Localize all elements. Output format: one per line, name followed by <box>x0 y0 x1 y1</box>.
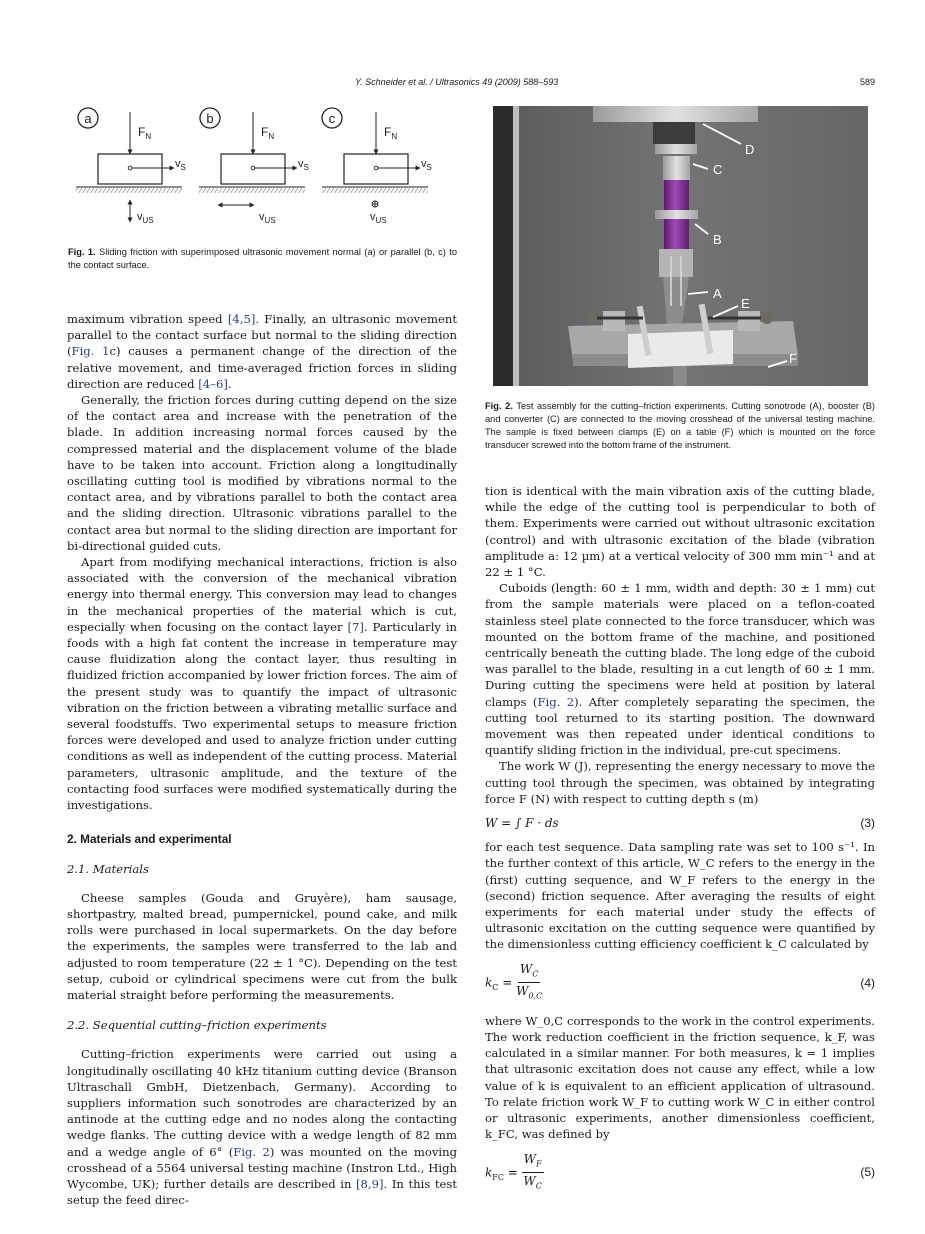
svg-text:vUS: $v_{US}$ <box>259 211 276 225</box>
label-A: A <box>713 286 722 301</box>
subsection-heading: 2.1. Materials <box>67 861 149 876</box>
journal-citation: Y. Schneider et al. / Ultrasonics 49 (2009) 588–593 <box>355 77 559 87</box>
svg-text:vS: $v_S$ <box>298 158 309 172</box>
svg-text:b: b <box>206 111 214 126</box>
figure-1-label: Fig. 1. <box>68 247 96 257</box>
figure-1-panel-b <box>199 108 309 225</box>
fraction: $\frac{W_F}{W_C}$ <box>523 1151 542 1191</box>
paragraph: maximum vibration speed [4,5]. Finally, an ultrasonic movement parallel to the contact surface but normal to the sliding direction (Fig. 1c) causes a permanent change of the direction of the relative movement, and time-averaged friction forces in sliding direction are reduced [4–6]. <box>67 312 457 391</box>
equation-4 <box>485 961 875 1005</box>
figure-1-caption-text: Sliding friction with superimposed ultrasonic movement normal (a) or parallel (b, c) to the contact surface. <box>68 247 457 270</box>
paragraph: The work W (J), representing the energy necessary to move the cutting tool through the specimen, was obtained by integrating force F (N) with respect to cutting depth s (m) <box>485 759 875 806</box>
paragraph: tion is identical with the main vibration axis of the cutting blade, while the edge of the cutting tool is perpendicular to both of them. Experiments were carried out without ultrasonic excitation (control) and with ultrasonic excitation of the blade (vibration amplitude a: 12 µm) at a vertical velocity of 300 mm min⁻¹ and at 22 ± 1 °C. <box>485 484 875 580</box>
equation-number: (5) <box>860 1165 875 1180</box>
citation-link[interactable]: [8,9] <box>356 1176 384 1191</box>
section-heading: 2. Materials and experimental <box>67 832 232 847</box>
running-head <box>355 77 875 91</box>
svg-text:vUS: $v_{US}$ <box>370 211 387 225</box>
subsection-heading: 2.2. Sequential cutting–friction experiments <box>67 1018 327 1033</box>
figure-2-photo <box>493 106 868 386</box>
label-D: D <box>745 142 755 157</box>
paragraph: Cheese samples (Gouda and Gruyère), ham sausage, shortpastry, malted bread, pumpernickel, pound cake, and milk rolls were purchased in local supermarkets. On the day before the experiments, the samples were transferred to the lab and adjusted to room temperature (22 ± 1 °C). Depending on the test setup, cuboid or cylindrical specimens were cut from the bulk material straight before performing the measurements. <box>67 890 457 1002</box>
figure-link[interactable]: Fig. 1 <box>71 344 110 359</box>
right-column <box>485 483 875 1203</box>
label-E: E <box>741 296 750 311</box>
figure-1-panel-a <box>76 108 186 225</box>
svg-text:a: a <box>84 111 92 126</box>
label-F: F <box>789 351 797 366</box>
fraction: $\frac{W_C}{W_{0,C}}$ <box>516 961 543 1001</box>
figure-1-diagram <box>66 104 466 230</box>
paragraph: Generally, the friction forces during cutting depend on the size of the contact area and increase with the penetration of the blade. In addition increasing normal forces caused by the compressed material and the displacement volume of the blade have to be taken into account. Friction along a longitudinally oscillating cutting tool is modified by vibrations normal to the contact area, and by vibrations parallel to both the contact area and the sliding direction. Ultrasonic vibrations parallel to the contact area but normal to the sliding direction are important for bi-directional guided cuts. <box>67 393 457 553</box>
figure-link[interactable]: Fig. 2 <box>537 694 575 709</box>
figure-2-caption-text: Test assembly for the cutting–friction experiments. Cutting sonotrode (A), booster (B) and converter (C) are connected to the moving crosshead of the universal testing machine. The sample is fixed between clamps (E) on a table (F) which is mounted on the force transducer screwed into the bottom frame of the instrument. <box>485 401 875 450</box>
figure-2-caption <box>485 400 875 452</box>
svg-text:FN: $F_N$ <box>138 125 152 141</box>
paragraph: where W_0,C corresponds to the work in the control experiments. The work reduction coefficient in the friction sequence, k_F, was calculated in a similar manner. For both measures, k = 1 implies that ultrasonic excitation does not cause any effect, while a low value of k is equivalent to an efficient application of ultrasound. To relate friction work W_F to cutting work W_C in either control or ultrasonic experiments, another dimensionless coefficient, k_FC, was defined by <box>485 1013 875 1142</box>
svg-text:vS: $v_S$ <box>421 158 432 172</box>
page-number: 589 <box>859 77 875 87</box>
paragraph: Apart from modifying mechanical interactions, friction is also associated with the conversion of the mechanical vibration energy into thermal energy. This conversion may lead to changes in the mechanical properties of the material which is cut, especially when focusing on the contact layer [7]. Particularly in foods with a high fat content the increase in temperature may cause fluidization along the contact layer, thus resulting in fluidized friction accompanied by lower friction forces. The aim of the present study was to quantify the impact of ultrasonic vibration on the friction between a vibrating metallic surface and several foodstuffs. Two experimental setups to measure friction forces were developed and used to analyze friction under cutting conditions as well as independent of the cutting process. Material parameters, ultrasonic amplitude, and the texture of the contacting food surfaces were modified systematically during the investigations. <box>67 555 457 813</box>
equation-number: (4) <box>860 975 875 990</box>
citation-link[interactable]: [7] <box>347 619 364 634</box>
equation-3 <box>485 815 875 831</box>
svg-text:vUS: $v_{US}$ <box>137 211 154 225</box>
left-column <box>67 311 457 1208</box>
citation-link[interactable]: [4–6] <box>198 376 228 391</box>
svg-text:c: c <box>328 111 336 126</box>
equation-body: $k_{FC}$ = $\frac{W_F}{W_C}$ <box>485 1151 544 1195</box>
equation-number: (3) <box>860 816 875 831</box>
figure-link[interactable]: Fig. 2 <box>233 1144 270 1159</box>
paragraph: for each test sequence. Data sampling rate was set to 100 s⁻¹. In the further context of this article, W_C refers to the energy in the (first) cutting sequence, and W_F refers to the energy in the (second) friction sequence. After averaging the results of eight experiments for each material under study the effects of ultrasonic excitation on the cutting sequence were quantified by the dimensionless cutting efficiency coefficient k_C calculated by <box>485 840 875 952</box>
figure-1-panel-c <box>322 108 432 225</box>
svg-text:FN: $F_N$ <box>384 125 398 141</box>
paragraph: Cuboids (length: 60 ± 1 mm, width and depth: 30 ± 1 mm) cut from the sample materials were placed on a teflon-coated stainless steel plate connected to the force transducer, which was mounted on the bottom frame of the machine, and positioned centrically beneath the cutting blade. The long edge of the cuboid was parallel to the blade, resulting in a cut length of 60 ± 1 mm. During cutting the specimens were held at position by lateral clamps (Fig. 2). After completely separating the specimen, the cutting tool returned to its starting position. The downward movement was then repeated under identical conditions to quantify sliding friction in the individual, pre-cut specimens. <box>485 581 876 758</box>
equation-5 <box>485 1151 875 1195</box>
figure-1-caption <box>68 246 457 272</box>
svg-text:FN: $F_N$ <box>261 125 275 141</box>
equation-body: $k_C$ = $\frac{W_C}{W_{0,C}}$ <box>485 961 542 1005</box>
paragraph: Cutting–friction experiments were carried out using a longitudinally oscillating 40 kHz titanium cutting device (Branson Ultraschall GmbH, Dietzenbach, Germany). According to suppliers information such sonotrodes are characterized by an antinode at the cutting edge and no nodes along the contacting wedge flanks. The cutting device with a wedge length of 82 mm and a wedge angle of 6° (Fig. 2) was mounted on the moving crosshead of a 5564 universal testing machine (Instron Ltd., High Wycombe, UK); further details are described in [8,9]. In this test setup the feed direc- <box>67 1047 458 1208</box>
svg-text:vS: $v_S$ <box>175 158 186 172</box>
label-B: B <box>713 232 722 247</box>
citation-link[interactable]: [4,5] <box>227 312 256 326</box>
equation-body: W = ∫ F · ds <box>485 816 559 831</box>
figure-2-label: Fig. 2. <box>485 401 513 411</box>
label-C: C <box>713 162 723 177</box>
